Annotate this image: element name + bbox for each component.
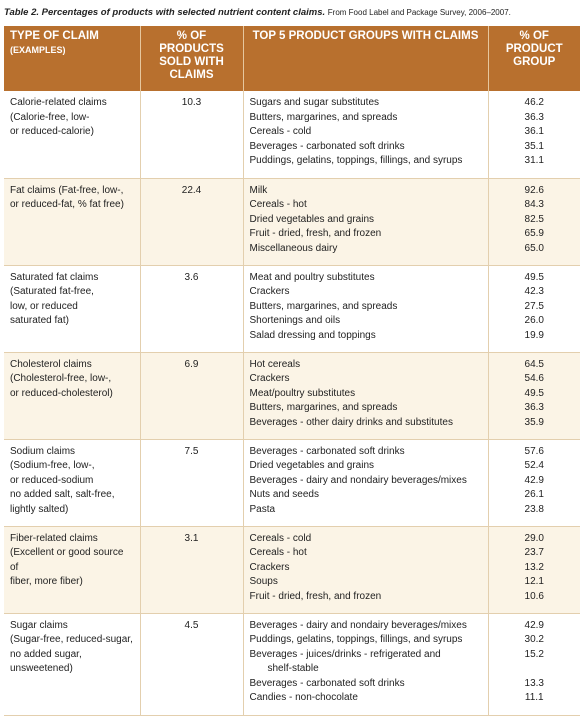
claim-type-cell (4, 91, 140, 178)
group-percent-value: 65.0 (524, 242, 544, 254)
group-percent-value: 23.7 (524, 547, 544, 558)
claim-type-line: Sodium claims (10, 445, 76, 457)
claim-type-line: no added salt, salt-free, (10, 489, 115, 500)
nutrient-claims-table (4, 26, 580, 716)
group-percent-value: 36.3 (524, 402, 544, 413)
claim-type-cell (4, 526, 140, 613)
group-percent-value: 31.1 (524, 155, 544, 166)
percent-sold-cell: 7.5 (140, 439, 243, 526)
group-percent-cell (488, 613, 580, 715)
product-group-item: Beverages - juices/drinks - refrigerated and (249, 648, 441, 660)
claim-type-line: fiber, more fiber) (10, 576, 83, 587)
group-percent-value: 10.6 (524, 590, 544, 602)
product-group-item: Beverages - dairy and nondairy beverages/mixes (249, 619, 467, 631)
group-percent-value: 49.5 (524, 387, 544, 399)
claim-type-line: or reduced-sodium (10, 474, 94, 486)
group-percent-cell (488, 352, 580, 439)
product-group-item: Miscellaneous dairy (249, 242, 338, 254)
product-group-item: Nuts and seeds (249, 489, 319, 500)
claim-type-cell (4, 613, 140, 715)
table-row (4, 352, 580, 439)
claim-type-line: Saturated fat claims (10, 271, 99, 283)
group-percent-value: 13.2 (524, 561, 544, 573)
header-percent-line1: % OF PRODUCTS (159, 30, 224, 55)
header-group-line1: % OF PRODUCT (505, 30, 563, 55)
header-percent-line3: CLAIMS (169, 69, 214, 81)
claim-type-line: Fiber-related claims (10, 532, 98, 544)
product-groups-cell (243, 613, 488, 715)
header-group-line2: GROUP (513, 56, 556, 68)
claim-type-cell (4, 439, 140, 526)
header-percent-sold (140, 26, 243, 91)
group-percent-value: 23.8 (524, 503, 544, 515)
product-group-item: Puddings, gelatins, toppings, fillings, and syrups (249, 634, 463, 645)
claim-type-line: (Calorie-free, low- (10, 111, 90, 123)
claim-type-line: (Sodium-free, low-, (10, 460, 95, 471)
header-top-groups (243, 26, 488, 91)
claim-type-line: (Sugar-free, reduced-sugar, (10, 634, 133, 645)
group-percent-value: 46.2 (524, 97, 544, 108)
product-group-item: Puddings, gelatins, toppings, fillings, and syrups (249, 155, 463, 166)
group-percent-value: 42.3 (524, 286, 544, 297)
product-group-item: Cereals - cold (249, 532, 312, 544)
table-row (4, 178, 580, 265)
claim-type-line: Calorie-related claims (10, 97, 107, 108)
product-group-item: shelf-stable (267, 663, 319, 674)
header-type-main: TYPE OF CLAIM (10, 30, 99, 42)
header-type-sub: (EXAMPLES) (10, 45, 66, 55)
group-percent-value: 35.9 (524, 416, 544, 428)
group-percent-cell (488, 439, 580, 526)
group-percent-cell (488, 265, 580, 352)
claim-type-line: Fat claims (Fat-free, low-, (10, 184, 124, 196)
group-percent-value: 35.1 (524, 140, 544, 152)
percent-sold-cell: 22.4 (140, 178, 243, 265)
group-percent-value: 11.1 (524, 692, 544, 703)
table-row (4, 613, 580, 715)
product-groups-cell (243, 526, 488, 613)
product-group-item: Crackers (249, 286, 290, 297)
header-row (4, 26, 580, 91)
group-percent-value: 13.3 (524, 677, 544, 689)
group-percent-value: 26.1 (524, 489, 544, 500)
header-top-groups-text: TOP 5 PRODUCT GROUPS WITH CLAIMS (252, 30, 479, 42)
group-percent-value: 12.1 (524, 576, 544, 587)
claim-type-line: Sugar claims (10, 619, 68, 631)
product-group-item: Shortenings and oils (249, 315, 341, 326)
product-groups-cell (243, 352, 488, 439)
header-percent-group (488, 26, 580, 91)
product-group-item: Beverages - carbonated soft drinks (249, 677, 405, 689)
claim-type-line: (Saturated fat-free, (10, 286, 94, 297)
group-percent-value: 52.4 (524, 460, 544, 471)
table-caption (4, 4, 580, 24)
group-percent-value: 65.9 (524, 228, 544, 239)
group-percent-value: 64.5 (524, 358, 544, 370)
group-percent-cell (488, 178, 580, 265)
claim-type-line: lightly salted) (10, 503, 69, 515)
group-percent-value: 84.3 (524, 199, 544, 210)
claim-type-line: no added sugar, (10, 648, 82, 660)
group-percent-value: 36.1 (524, 126, 544, 137)
product-group-item: Pasta (249, 503, 276, 515)
table-row (4, 526, 580, 613)
table-row (4, 91, 580, 178)
product-group-item: Crackers (249, 561, 290, 573)
product-group-item: Fruit - dried, fresh, and frozen (249, 590, 382, 602)
group-percent-value: 27.5 (524, 300, 544, 312)
claim-type-cell (4, 352, 140, 439)
group-percent-value (495, 662, 575, 677)
group-percent-value: 42.9 (524, 474, 544, 486)
product-groups-cell (243, 178, 488, 265)
group-percent-value: 26.0 (524, 315, 544, 326)
claim-type-line: (Excellent or good source of (10, 547, 124, 573)
claim-type-cell (4, 265, 140, 352)
claim-type-line: or reduced-cholesterol) (10, 387, 113, 399)
percent-sold-cell: 3.6 (140, 265, 243, 352)
header-percent-line2: SOLD WITH (159, 56, 224, 68)
product-group-item: Cereals - hot (249, 547, 307, 558)
product-group-item: Meat/poultry substitutes (249, 387, 356, 399)
group-percent-value: 49.5 (524, 271, 544, 283)
product-groups-cell (243, 91, 488, 178)
claim-type-cell (4, 178, 140, 265)
claim-type-line: or reduced-fat, % fat free) (10, 199, 124, 210)
group-percent-value: 29.0 (524, 532, 544, 544)
product-group-item: Hot cereals (249, 358, 301, 370)
group-percent-value: 54.6 (524, 373, 544, 384)
product-group-item: Crackers (249, 373, 290, 384)
product-group-item: Soups (249, 576, 278, 587)
percent-sold-cell: 6.9 (140, 352, 243, 439)
claim-type-line: low, or reduced (10, 300, 78, 312)
claim-type-line: (Cholesterol-free, low-, (10, 373, 112, 384)
claim-type-line: unsweetened) (10, 663, 73, 674)
group-percent-value: 19.9 (524, 329, 544, 341)
product-group-item: Sugars and sugar substitutes (249, 97, 380, 108)
product-group-item: Butters, margarines, and spreads (249, 111, 398, 123)
header-type-of-claim (4, 26, 140, 91)
table-body (4, 91, 580, 715)
product-group-item: Dried vegetables and grains (249, 213, 375, 225)
percent-sold-cell: 4.5 (140, 613, 243, 715)
product-group-item: Butters, margarines, and spreads (249, 402, 398, 413)
group-percent-value: 30.2 (524, 634, 544, 645)
group-percent-value: 42.9 (524, 619, 544, 631)
product-group-item: Beverages - other dairy drinks and substitutes (249, 416, 453, 428)
product-group-item: Beverages - carbonated soft drinks (249, 140, 405, 152)
product-group-item: Cereals - cold (249, 126, 312, 137)
table-row (4, 265, 580, 352)
table-source: From Food Label and Package Survey, 2006–2007. (327, 8, 511, 17)
group-percent-value: 15.2 (524, 648, 544, 660)
claim-type-line: or reduced-calorie) (10, 126, 94, 137)
product-group-item: Beverages - dairy and nondairy beverages/mixes (249, 474, 467, 486)
table-title: Table 2. Percentages of products with selected nutrient content claims. (4, 7, 326, 18)
claim-type-line: saturated fat) (10, 315, 69, 326)
group-percent-value: 92.6 (524, 184, 544, 196)
product-group-item: Beverages - carbonated soft drinks (249, 445, 405, 457)
product-group-item: Cereals - hot (249, 199, 307, 210)
product-group-item: Meat and poultry substitutes (249, 271, 375, 283)
group-percent-cell (488, 526, 580, 613)
product-group-item: Milk (249, 184, 268, 196)
product-group-item: Salad dressing and toppings (249, 329, 376, 341)
product-group-item: Butters, margarines, and spreads (249, 300, 398, 312)
product-groups-cell (243, 439, 488, 526)
percent-sold-cell: 10.3 (140, 91, 243, 178)
product-groups-cell (243, 265, 488, 352)
product-group-item: Fruit - dried, fresh, and frozen (249, 228, 382, 239)
product-group-item: Dried vegetables and grains (249, 460, 375, 471)
group-percent-cell (488, 91, 580, 178)
table-row (4, 439, 580, 526)
group-percent-value: 82.5 (524, 213, 544, 225)
group-percent-value: 36.3 (524, 111, 544, 123)
group-percent-value: 57.6 (524, 445, 544, 457)
product-group-item: Candies - non-chocolate (249, 692, 358, 703)
claim-type-line: Cholesterol claims (10, 358, 92, 370)
percent-sold-cell: 3.1 (140, 526, 243, 613)
